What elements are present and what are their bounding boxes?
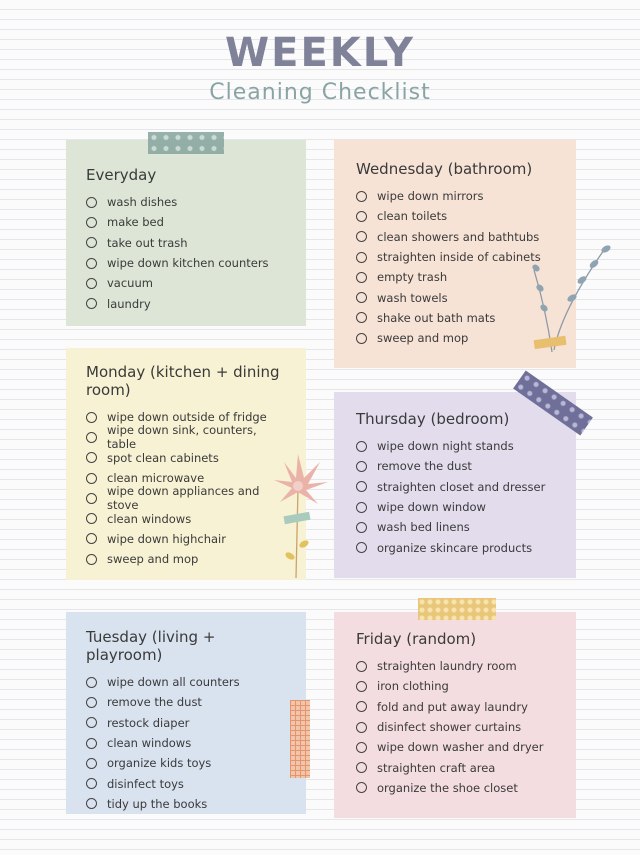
page-title: WEEKLY	[225, 30, 415, 76]
card-title: Wednesday (bathroom)	[356, 160, 533, 178]
item-label: clean windows	[107, 736, 192, 751]
card-title: Thursday (bedroom)	[356, 410, 510, 428]
checkbox-circle-icon[interactable]	[356, 481, 367, 492]
checklist-item[interactable]	[356, 436, 556, 456]
checkbox-circle-icon[interactable]	[86, 798, 97, 809]
checkbox-circle-icon[interactable]	[86, 677, 97, 688]
leaf-sprig-icon	[524, 240, 614, 364]
item-label: shake out bath mats	[377, 310, 496, 325]
item-label: straighten craft area	[377, 760, 496, 775]
checkbox-circle-icon[interactable]	[86, 697, 97, 708]
checkbox-circle-icon[interactable]	[356, 312, 367, 323]
checklist-item[interactable]	[356, 697, 556, 717]
checklist-item[interactable]	[86, 672, 286, 692]
checkbox-circle-icon[interactable]	[86, 197, 97, 208]
checklist-item[interactable]	[356, 477, 556, 497]
checklist	[356, 656, 556, 798]
card-title: Monday (kitchen + dining room)	[86, 363, 280, 399]
checkbox-circle-icon[interactable]	[356, 522, 367, 533]
checklist-item[interactable]	[356, 456, 556, 476]
checkbox-circle-icon[interactable]	[356, 782, 367, 793]
item-label: take out trash	[107, 235, 188, 250]
checkbox-circle-icon[interactable]	[356, 292, 367, 303]
checkbox-circle-icon[interactable]	[356, 742, 367, 753]
item-label: wipe down window	[377, 500, 486, 515]
card-monday	[66, 348, 306, 580]
checklist-item[interactable]	[86, 192, 286, 212]
card-title: Everyday	[86, 166, 157, 184]
item-label: disinfect toys	[107, 776, 184, 791]
item-label: iron clothing	[377, 679, 449, 694]
checklist-item[interactable]	[86, 233, 286, 253]
card-title: Tuesday (living + playroom)	[86, 628, 216, 664]
item-label: wipe down washer and dryer	[377, 740, 544, 755]
checkbox-circle-icon[interactable]	[356, 661, 367, 672]
card-thursday	[334, 392, 576, 578]
item-label: fold and put away laundry	[377, 699, 528, 714]
item-label: clean toilets	[377, 209, 448, 224]
item-label: wipe down outside of fridge	[107, 410, 267, 425]
checklist-item[interactable]	[86, 549, 286, 569]
checklist-item[interactable]	[86, 692, 286, 712]
checklist	[86, 192, 286, 314]
checklist-item[interactable]	[86, 773, 286, 793]
item-label: wipe down kitchen counters	[107, 256, 269, 271]
checkbox-circle-icon[interactable]	[86, 217, 97, 228]
checklist-item[interactable]	[356, 757, 556, 777]
checklist-item[interactable]	[86, 212, 286, 232]
checkbox-circle-icon[interactable]	[86, 298, 97, 309]
item-label: remove the dust	[107, 695, 202, 710]
item-label: wipe down highchair	[107, 531, 226, 546]
item-label: empty trash	[377, 270, 448, 285]
item-label: sweep and mop	[107, 552, 199, 567]
checkbox-circle-icon[interactable]	[86, 258, 97, 269]
checkbox-circle-icon[interactable]	[86, 758, 97, 769]
item-label: wipe down all counters	[107, 675, 240, 690]
checklist-item[interactable]	[356, 778, 556, 798]
item-label: straighten laundry room	[377, 659, 517, 674]
checkbox-circle-icon[interactable]	[356, 461, 367, 472]
washi-tape-teal	[148, 132, 224, 154]
checkbox-circle-icon[interactable]	[86, 452, 97, 463]
checkbox-circle-icon[interactable]	[356, 722, 367, 733]
checkbox-circle-icon[interactable]	[86, 513, 97, 524]
checklist-item[interactable]	[356, 537, 556, 557]
checkbox-circle-icon[interactable]	[356, 762, 367, 773]
checkbox-circle-icon[interactable]	[356, 681, 367, 692]
item-label: laundry	[107, 296, 151, 311]
item-label: wash towels	[377, 290, 448, 305]
checklist-item[interactable]	[86, 293, 286, 313]
checkbox-circle-icon[interactable]	[356, 252, 367, 263]
item-label: disinfect shower curtains	[377, 720, 522, 735]
item-label: clean windows	[107, 511, 192, 526]
card-tuesday	[66, 612, 306, 814]
item-label: straighten closet and dresser	[377, 479, 546, 494]
checkbox-circle-icon[interactable]	[86, 717, 97, 728]
card-friday	[334, 612, 576, 818]
checklist-item[interactable]	[86, 753, 286, 773]
checkbox-circle-icon[interactable]	[356, 191, 367, 202]
washi-tape-yellow	[418, 598, 496, 620]
checkbox-circle-icon[interactable]	[356, 231, 367, 242]
item-label: organize kids toys	[107, 756, 212, 771]
pink-flower-icon	[274, 448, 334, 580]
checklist-item[interactable]	[86, 733, 286, 753]
item-label: make bed	[107, 215, 164, 230]
checkbox-circle-icon[interactable]	[86, 473, 97, 484]
checklist	[356, 436, 556, 558]
item-label: organize the shoe closet	[377, 780, 518, 795]
checklist-item[interactable]	[86, 484, 286, 513]
checklist-item[interactable]	[356, 517, 556, 537]
checklist-item[interactable]	[356, 717, 556, 737]
checklist-item[interactable]	[356, 737, 556, 757]
checkbox-circle-icon[interactable]	[86, 237, 97, 248]
checklist-item[interactable]	[356, 656, 556, 676]
checkbox-circle-icon[interactable]	[86, 432, 97, 443]
checklist-item[interactable]	[86, 713, 286, 733]
card-title: Friday (random)	[356, 630, 477, 648]
item-label: wash dishes	[107, 195, 178, 210]
item-label: tidy up the books	[107, 796, 208, 811]
checklist-item[interactable]	[86, 529, 286, 549]
checkbox-circle-icon[interactable]	[356, 502, 367, 513]
checkbox-circle-icon[interactable]	[86, 493, 97, 504]
item-label: clean showers and bathtubs	[377, 229, 540, 244]
checklist-item[interactable]	[86, 794, 286, 814]
checklist-item[interactable]	[356, 186, 556, 206]
checkbox-circle-icon[interactable]	[356, 701, 367, 712]
checkbox-circle-icon[interactable]	[356, 272, 367, 283]
checklist-item[interactable]	[356, 676, 556, 696]
item-label: straighten inside of cabinets	[377, 250, 541, 265]
checkbox-circle-icon[interactable]	[356, 211, 367, 222]
item-label: remove the dust	[377, 459, 472, 474]
checkbox-circle-icon[interactable]	[356, 333, 367, 344]
item-label: restock diaper	[107, 715, 190, 730]
item-label: spot clean cabinets	[107, 450, 219, 465]
item-label: wipe down night stands	[377, 439, 514, 454]
checklist	[86, 672, 286, 814]
checkbox-circle-icon[interactable]	[86, 412, 97, 423]
checklist	[86, 407, 286, 569]
checkbox-circle-icon[interactable]	[86, 554, 97, 565]
page-subtitle: Cleaning Checklist	[209, 80, 431, 105]
checkbox-circle-icon[interactable]	[86, 533, 97, 544]
checkbox-circle-icon[interactable]	[356, 441, 367, 452]
checkbox-circle-icon[interactable]	[356, 542, 367, 553]
checkbox-circle-icon[interactable]	[86, 278, 97, 289]
item-label: wash bed linens	[377, 520, 470, 535]
checklist-item[interactable]	[356, 497, 556, 517]
checklist-item[interactable]	[86, 423, 286, 452]
item-label: sweep and mop	[377, 331, 469, 346]
card-everyday	[66, 140, 306, 326]
item-label: organize skincare products	[377, 540, 533, 555]
item-label: wipe down appliances and stove	[107, 484, 260, 513]
item-label: wipe down sink, counters, table	[107, 423, 257, 452]
item-label: wipe down mirrors	[377, 189, 484, 204]
item-label: vacuum	[107, 276, 153, 291]
checklist-item[interactable]	[86, 273, 286, 293]
checkbox-circle-icon[interactable]	[86, 778, 97, 789]
item-label: clean microwave	[107, 471, 205, 486]
washi-tape-grid	[290, 700, 310, 778]
checkbox-circle-icon[interactable]	[86, 738, 97, 749]
checklist-item[interactable]	[356, 206, 556, 226]
checklist-item[interactable]	[86, 253, 286, 273]
